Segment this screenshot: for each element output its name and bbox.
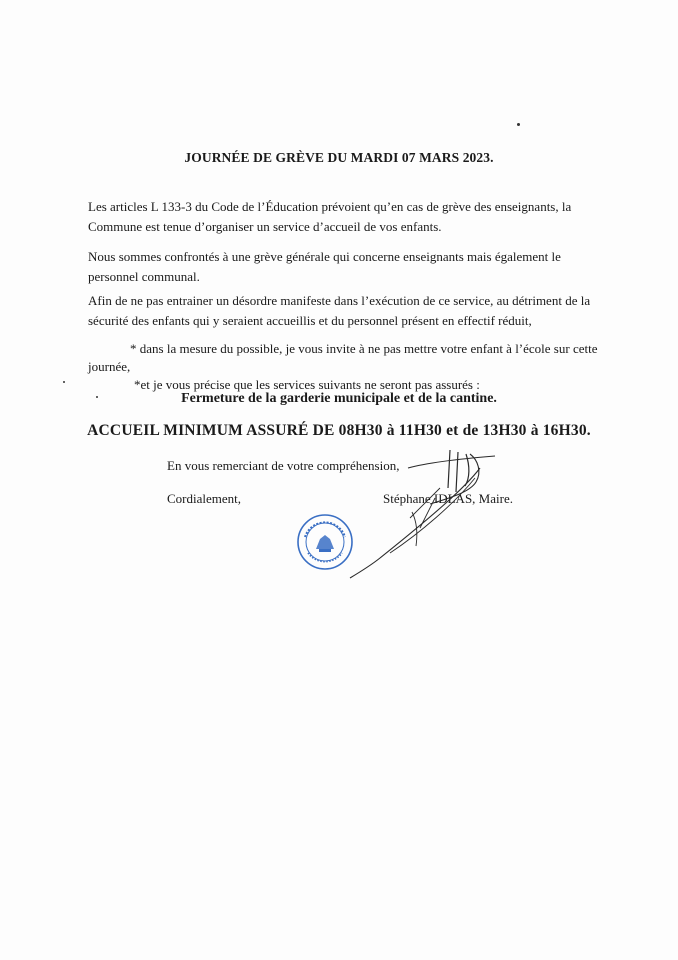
regards-line: Cordialement, (167, 491, 242, 506)
paragraph-general-strike: Nous sommes confrontés à une grève générale qui concerne enseignants mais également le personnel communal. (88, 249, 561, 284)
minimum-service-notice: ACCUEIL MINIMUM ASSURÉ DE 08H30 à 11H30 et de 13H30 à 16H30. (87, 422, 591, 439)
closure-notice: Fermeture de la garderie municipale et de la cantine. (181, 391, 497, 406)
bullet-services-not-provided: *et je vous précise que les services suivants ne seront pas assurés : (134, 377, 480, 392)
mayor-signature (320, 448, 520, 588)
thanks-line: En vous remerciant de votre compréhension, (167, 458, 400, 473)
signatory-line: Stéphane IDLAS, Maire. (383, 491, 513, 506)
paragraph-legal-basis: Les articles L 133-3 du Code de l’Éducation prévoient qu’en cas de grève des enseignants, la Commune est tenue d’organiser un service d’accueil de vos enfants. (88, 199, 572, 234)
scan-speck (63, 381, 65, 383)
scan-speck (517, 123, 520, 126)
bullet-keep-child-home: * dans la mesure du possible, je vous invite à ne pas mettre votre enfant à l’école sur cette journée, (88, 341, 598, 374)
paragraph-safety: Afin de ne pas entrainer un désordre manifeste dans l’exécution de ce service, au détriment de la sécurité des enfants qui y seraient accueillis et du personnel présent en effectif réduit, (88, 293, 591, 328)
document-title: JOURNÉE DE GRÈVE DU MARDI 07 MARS 2023. (184, 150, 494, 165)
scan-speck (96, 396, 98, 398)
